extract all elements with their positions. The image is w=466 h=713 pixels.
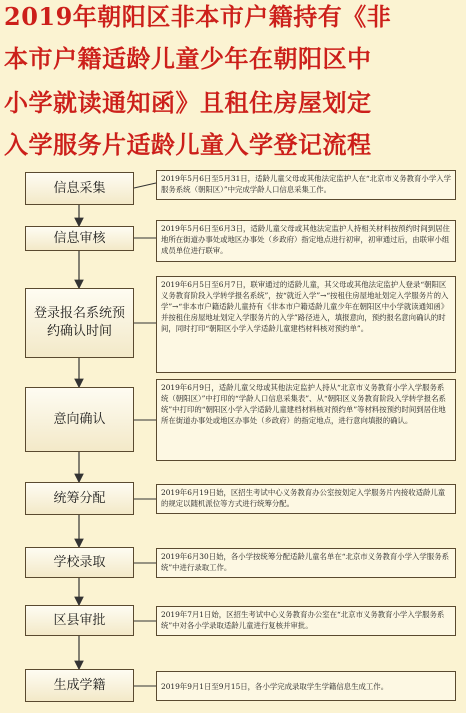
step-desc-text: 2019年6月19日始，区招生考试中心义务教育办公室按划定入学服务片内接收适龄儿童的规定以随机派位等方式进行统筹分配。: [161, 488, 446, 508]
title-line-2: 本市户籍适龄儿童少年在朝阳区中: [4, 44, 372, 73]
step-desc-text: 2019年5月6日至6月3日，适龄儿童父母或其他法定监护人持相关材料按预约时间到居住地所在街道办事处或地区办事处（乡政府）指定地点进行初审，初审通过后，由联审小组成员单位进行联审。: [161, 224, 450, 255]
link-line: [134, 183, 156, 188]
step-box-student-record: [25, 669, 134, 702]
step-box-info-collection: [25, 172, 134, 205]
step-label: 学校录取: [53, 554, 106, 570]
step-box-register-appointment: [25, 288, 134, 358]
step-box-intent-confirm: [25, 387, 134, 452]
step-box-district-approval: [25, 605, 134, 636]
step-label: 统筹分配: [53, 490, 106, 506]
step-label: 信息采集: [53, 180, 106, 196]
step-desc-allocation: [156, 484, 456, 514]
step-desc-district-approval: [156, 606, 456, 636]
step-desc-text: 2019年9月1日至9月15日，各小学完成录取学生学籍信息生成工作。: [161, 682, 389, 691]
step-desc-intent-confirm: [156, 379, 456, 461]
step-desc-text: 2019年6月5日至6月7日，联审通过的适龄儿童，其父母或其他法定监护人登录“朝阳区义务教育阶段入学转学报名系统”，按“就近入学”→“按租住房屋地址划定入学服务片的入学”→“非本市户籍适龄儿童持有《非本市户籍适龄儿童少年在朝阳区中小学就读通知函》并按租住房屋地址划定入学服务片的入学”路径进入，填报意向，预约报名意向确认的时间，同时打印“朝阳区小学入学适龄儿童建档材料核对预约单”。: [161, 280, 449, 333]
step-label: 登录报名系统预约确认时间: [33, 306, 125, 339]
step-desc-school-admission: [156, 548, 456, 578]
step-desc-info-review: [156, 220, 456, 262]
step-box-allocation: [25, 482, 134, 515]
step-box-info-review: [25, 226, 134, 251]
step-desc-text: 2019年6月30日始，各小学按统筹分配适龄儿童名单在“北京市义务教育小学入学服务系统”中进行录取工作。: [161, 552, 449, 572]
step-desc-text: 2019年5月6日至5月31日，适龄儿童父母或其他法定监护人在“北京市义务教育小学入学服务系统（朝阳区）”中完成学龄人口信息采集工作。: [161, 174, 451, 194]
step-label: 信息审核: [53, 230, 106, 246]
step-desc-info-collection: [156, 170, 456, 200]
step-label: 区县审批: [53, 612, 106, 628]
step-desc-register-appointment: [156, 276, 456, 373]
title-line-4: 入学服务片适龄儿童入学登记流程: [4, 130, 372, 159]
step-label: 生成学籍: [53, 677, 106, 693]
step-desc-text: 2019年7月1日始，区招生考试中心义务教育办公室在“北京市义务教育小学入学服务系统”中对各小学录取适龄儿童进行复核并审批。: [161, 610, 445, 630]
step-box-school-admission: [25, 547, 134, 578]
title-line-1: 2019年朝阳区非本市户籍持有《非: [4, 2, 392, 31]
step-desc-text: 2019年6月9日，适龄儿童父母或其他法定监护人持从“北京市义务教育小学入学服务系统（朝阳区）”中打印的“学龄人口信息采集表”、从“朝阳区义务教育阶段入学转学报名系统”中打印的“朝阳区小学入学适龄儿童建档材料核对预约单”等材料按预约时间到居住地所在街道办事处或地区办事处（乡政府）的指定地点，进行意向填报的确认。: [161, 383, 446, 425]
step-label: 意向确认: [53, 411, 106, 427]
title-line-3: 小学就读通知函》且租住房屋划定: [4, 88, 372, 117]
step-desc-student-record: [156, 671, 456, 701]
